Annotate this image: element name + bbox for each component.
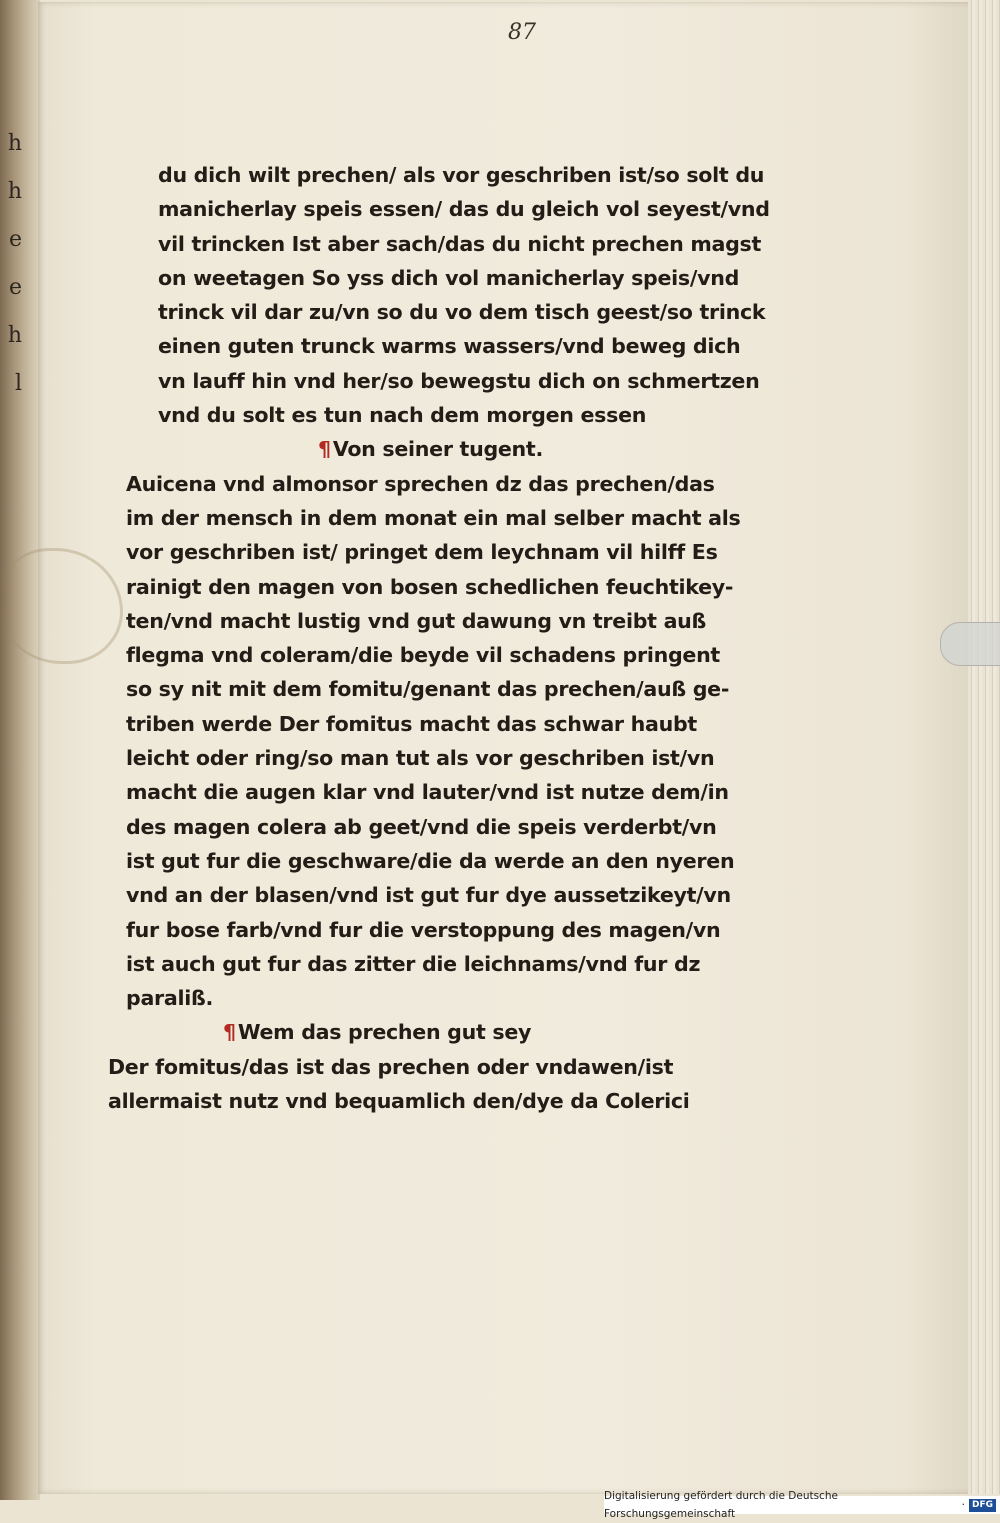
body-text: [108, 158, 778, 1118]
heading-text: Von seiner tugent.: [332, 437, 543, 462]
facing-page-letter: e: [8, 227, 22, 252]
text-line: Der fomitus/das ist das prechen oder vndawen/ist: [108, 1054, 674, 1079]
text-line: vil trincken Ist aber sach/das du nicht prechen magst: [158, 231, 762, 256]
text-line: vor geschriben ist/ pringet dem leychnam vil hilff Es: [126, 540, 718, 565]
text-line: ten/vnd macht lustig vnd gut dawung vn treibt auß: [126, 608, 707, 633]
pilcrow-icon: ¶: [318, 437, 331, 462]
facing-page-letter: h: [7, 131, 22, 156]
text-line: flegma vnd coleram/die beyde vil schadens pringent: [126, 643, 720, 668]
heading-text: Wem das prechen gut sey: [237, 1020, 532, 1045]
text-line: rainigt den magen von bosen schedlichen feuchtikey-: [126, 574, 734, 599]
text-line: triben werde Der fomitus macht das schwar haubt: [126, 711, 697, 736]
text-line: vnd du solt es tun nach dem morgen essen: [158, 403, 647, 428]
section-heading: [108, 1015, 778, 1049]
footer-separator: ·: [961, 1499, 965, 1511]
text-line: trinck vil dar zu/vn so du vo dem tisch geest/so trinck: [158, 300, 766, 325]
folio-number: 87: [508, 20, 536, 45]
text-line: macht die augen klar vnd lauter/vnd ist nutze dem/in: [126, 780, 729, 805]
text-line: des magen colera ab geet/vnd die speis verderbt/vn: [126, 814, 717, 839]
text-line: leicht oder ring/so man tut als vor geschriben ist/vn: [126, 746, 715, 771]
dfg-logo-icon: DFG: [969, 1499, 996, 1512]
page-stack-edge: [968, 0, 1000, 1494]
text-line: fur bose farb/vnd fur die verstoppung des magen/vn: [126, 917, 721, 942]
text-line: allermaist nutz vnd bequamlich den/dye da Colerici: [108, 1089, 690, 1114]
text-line: manicherlay speis essen/ das du gleich vol seyest/vnd: [158, 197, 770, 222]
facing-page-fragment: [0, 120, 22, 440]
section-heading: [108, 432, 778, 466]
text-line: vnd an der blasen/vnd ist gut fur dye aussetzikeyt/vn: [126, 883, 731, 908]
text-line: Auicena vnd almonsor sprechen dz das prechen/das: [126, 471, 715, 496]
text-line: im der mensch in dem monat ein mal selber macht als: [126, 505, 741, 530]
text-line: ist auch gut fur das zitter die leichnams/vnd fur dz: [126, 951, 701, 976]
text-line: so sy nit mit dem fomitu/genant das prechen/auß ge-: [126, 677, 730, 702]
text-line: einen guten trunck warms wassers/vnd beweg dich: [158, 334, 741, 359]
text-line: paraliß.: [126, 986, 214, 1011]
facing-page-letter: e: [8, 275, 22, 300]
pilcrow-icon: ¶: [223, 1020, 236, 1045]
facing-page-letter: l: [14, 371, 22, 396]
text-line: vn lauff hin vnd her/so bewegstu dich on schmertzen: [158, 368, 760, 393]
funding-footer: [604, 1490, 1000, 1520]
page-clip-tab: [940, 622, 1000, 666]
text-line: du dich wilt prechen/ als vor geschriben ist/so solt du: [158, 163, 765, 187]
footer-text: Digitalisierung gefördert durch die Deutsche Forschungsgemeinschaft: [604, 1490, 838, 1520]
text-line: ist gut fur die geschware/die da werde an den nyeren: [126, 848, 735, 873]
text-line: on weetagen So yss dich vol manicherlay speis/vnd: [158, 265, 740, 290]
facing-page-letter: h: [7, 323, 22, 348]
facing-page-letter: h: [7, 179, 22, 204]
